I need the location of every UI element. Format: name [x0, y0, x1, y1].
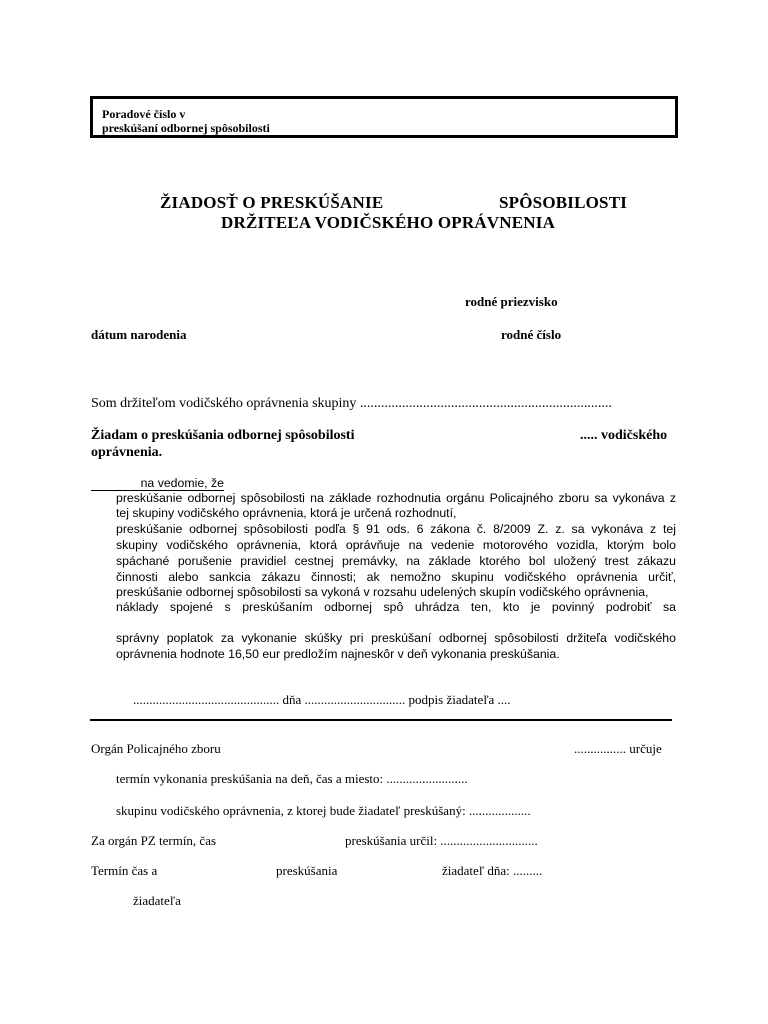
authority-determines: ................ určuje [574, 741, 662, 756]
notice-line: tej skupiny vodičského oprávnenia, ktorá je určená rozhodnutí, [116, 506, 457, 520]
group-line: skupinu vodičského oprávnenia, z ktorej bude žiadateľ preskúšaný: ................... [116, 803, 531, 818]
pz-term-label: Za orgán PZ termín, čas [91, 833, 217, 848]
term-time-label: Termín čas a [91, 863, 158, 878]
signature-line: ............................................. dňa ............................... podpis žiadateľa .... [133, 692, 511, 707]
order-number-label: Poradové číslo v [102, 107, 186, 121]
term-line: termín vykonania preskúšania na deň, čas a miesto: ......................... [116, 771, 468, 786]
notice-line: spáchané porušenie pravidiel cestnej premávky, na základe ktorého bol uložený trest zákazu [116, 554, 676, 568]
holder-statement: Som držiteľom vodičského oprávnenia skupiny ........................................................................ [91, 396, 612, 411]
birth-number-label: rodné číslo [501, 327, 562, 342]
title-line1-left: ŽIADOSŤ O PRESKÚŠANIE [160, 193, 384, 212]
notice-line: preskúšanie odbornej spôsobilosti na základe rozhodnutia orgánu Policajného zboru sa vykonáva z [116, 491, 676, 505]
term-exam-label: preskúšania [276, 863, 338, 878]
applicant-date: žiadateľ dňa: ......... [442, 863, 543, 878]
birth-surname-label: rodné priezvisko [465, 294, 558, 309]
title-line1-right: SPÔSOBILOSTI [499, 193, 628, 212]
notice-line: preskúšanie odbornej spôsobilosti sa vykoná v rozsahu udelených skupín vodičského oprávnenia, [116, 585, 649, 599]
request-statement: Žiadam o preskúšania odbornej spôsobilosti [91, 428, 355, 443]
order-number-box [90, 96, 678, 138]
notice-line: činnosti alebo sankcia zákazu činnosti; ak nemožno skupinu vodičského oprávnenia určiť, [116, 570, 676, 584]
notice-heading: na vedomie, že [91, 476, 224, 491]
pz-determined-by: preskúšania určil: .............................. [345, 833, 538, 848]
notice-line: náklady spojené s preskúšaním odbornej spô uhrádza ten, kto je povinný podrobiť sa [116, 600, 676, 614]
request-group: ..... vodičského [580, 428, 668, 443]
notice-line: preskúšanie odbornej spôsobilosti podľa § 91 ods. 6 zákona č. 8/2009 Z. z. sa vykonáva z tej [116, 522, 676, 536]
authority-label: Orgán Policajného zboru [91, 741, 221, 756]
fee-line: správny poplatok za vykonanie skúšky pri preskúšaní odbornej spôsobilosti držiteľa vodičského [116, 631, 676, 645]
request-statement-end: oprávnenia. [91, 445, 163, 460]
title-line2: DRŽITEĽA VODIČSKÉHO OPRÁVNENIA [221, 213, 556, 232]
section-divider [90, 719, 672, 721]
order-number-sublabel: preskúšaní odbornej spôsobilosti [102, 121, 270, 135]
notice-line: skupiny vodičského oprávnenia, ktorá oprávňuje na vedenie motorového vozidla, ktorým bolo [116, 538, 676, 552]
fee-line: oprávnenia hodnote 16,50 eur predložím najneskôr v deň vykonania preskúšania. [116, 647, 560, 661]
applicant-label: žiadateľa [133, 893, 181, 908]
birth-date-label: dátum narodenia [91, 327, 187, 342]
